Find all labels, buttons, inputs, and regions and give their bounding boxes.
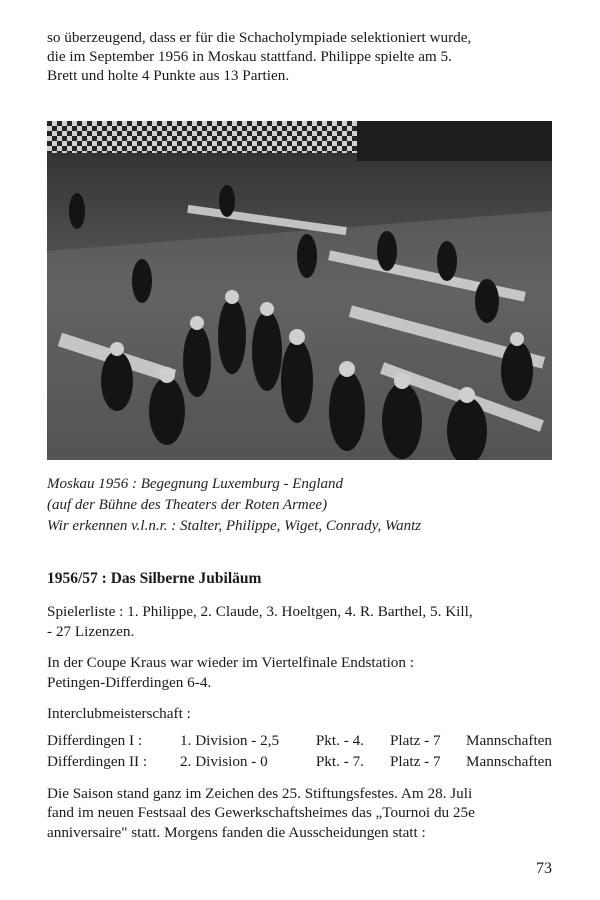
coupe-line: In der Coupe Kraus war wieder im Viertelfinale Endstation : [47,654,414,671]
caption-line: (auf der Bühne des Theaters der Roten Armee) [47,497,328,513]
spielerliste-line: Spielerliste : 1. Philippe, 2. Claude, 3. Hoeltgen, 4. R. Barthel, 5. Kill, [47,603,473,620]
caption-line: Moskau 1956 : Begegnung Luxemburg - England [47,476,344,492]
season-line: anniversaire" statt. Morgens fanden die Ausscheidungen statt : [47,823,426,841]
team-name: Differdingen II : [47,752,148,770]
section-heading: 1956/57 : Das Silberne Jubiläum [47,570,262,587]
season-paragraph [47,784,552,843]
photo-illustration [47,121,552,460]
coupe-line: Petingen-Differdingen 6-4. [47,673,212,691]
points: Pkt. - 7. [315,752,364,770]
season-line: Die Saison stand ganz im Zeichen des 25. Stiftungsfestes. Am 28. Juli [47,784,473,802]
photo-caption [47,474,552,537]
interclub-row [47,751,552,772]
place: Platz - 7 [389,752,441,770]
caption-line: Wir erkennen v.l.n.r. : Stalter, Philippe, Wiget, Conrady, Wantz [47,518,422,534]
place: Platz - 7 [389,731,441,749]
season-line: fand im neuen Festsaal des Gewerkschaftsheimes das „Tournoi du 25e [47,804,475,821]
team-name: Differdingen I : [47,731,143,749]
teams: Mannschaften [465,752,552,770]
teams: Mannschaften [465,731,552,749]
intro-line: Brett und holte 4 Punkte aus 13 Partien. [47,67,290,84]
intro-line: so überzeugend, dass er für die Schacholympiade selektioniert wurde, [47,29,472,46]
spielerliste-paragraph [47,602,552,641]
page-number: 73 [536,860,552,877]
section-body [47,570,552,854]
coupe-paragraph [47,653,552,692]
spielerliste-line: - 27 Lizenzen. [47,622,135,640]
interclub-row [47,730,552,751]
intro-paragraph [47,28,552,85]
chess-olympiad-photo [47,121,552,460]
division: 1. Division - 2,5 [180,731,280,749]
division: 2. Division - 0 [180,752,268,770]
points: Pkt. - 4. [315,731,364,749]
interclub-label: Interclubmeisterschaft : [47,705,191,722]
intro-line: die im September 1956 in Moskau stattfand. Philippe spielte am 5. [47,48,452,65]
